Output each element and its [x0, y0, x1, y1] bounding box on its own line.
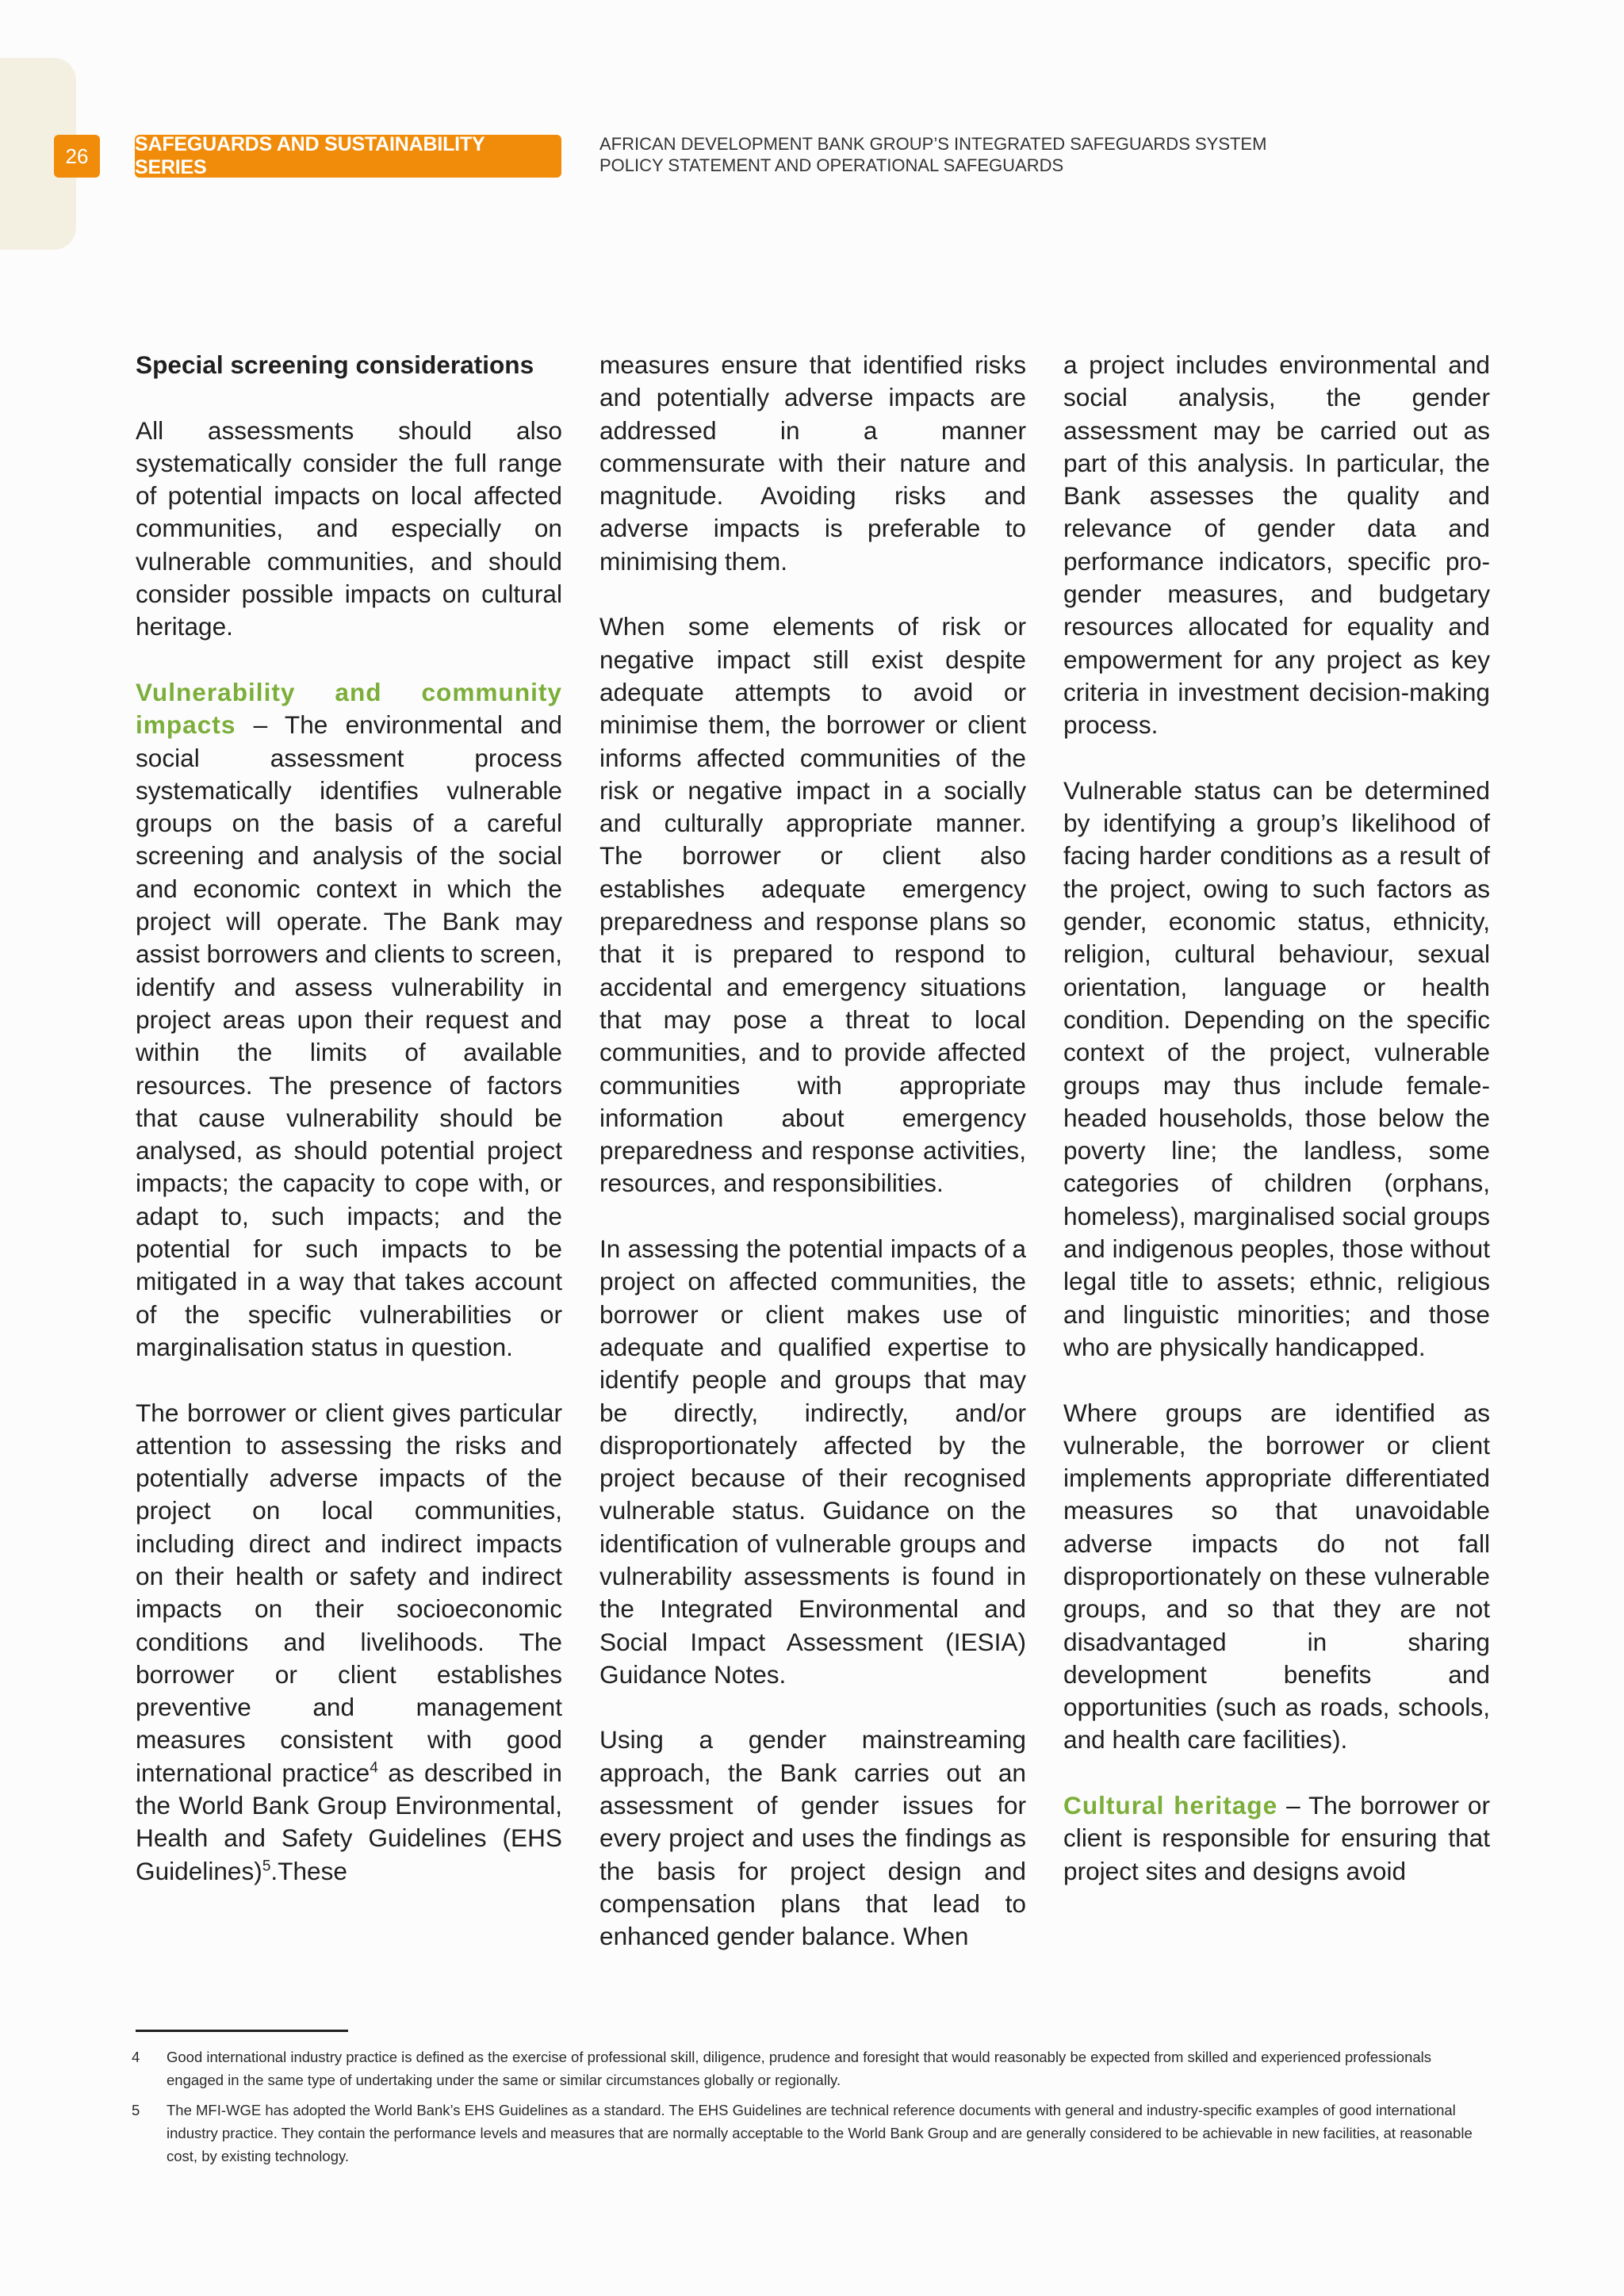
paragraph: Vulnerable status can be determined by identifying a group’s likelihood of facing harder conditions as a result of the project, owing to such factors as gender, economic status, ethnicity, religion, cultural behaviour, sexual orientation, language or health condition. Depending on the specific context of the project, vulnerable groups may thus include female-headed households, those below the poverty line; the landless, some categories of children (orphans, homeless), marginalised social groups and indigenous peoples, those without legal title to assets; ethnic, religious and linguistic minorities; and those who are physically handicapped.	[1063, 775, 1490, 1361]
footnote-4	[132, 2045, 1492, 2091]
paragraph: When some elements of risk or negative impact still exist despite adequate attempts to avoid or minimise them, the borrower or client informs affected communities of the risk or negative impact in a socially and culturally appropriate manner. The borrower or client also establishes adequate emergency preparedness and response plans so that it is prepared to respond to accidental and emergency situations that may pose a threat to local communities, and to provide affected communities with appropriate information about emergency preparedness and response activities, resources, and responsibilities.	[599, 612, 1026, 1198]
text-column-2	[599, 349, 1026, 1954]
running-head-line-2: POLICY STATEMENT AND OPERATIONAL SAFEGUARDS	[599, 155, 1064, 175]
text-column-1	[136, 349, 562, 1888]
footnote-ref-4[interactable]: 4	[370, 1759, 378, 1777]
section-heading: Special screening considerations	[136, 350, 534, 379]
subheading-cultural-heritage: Cultural heritage	[1063, 1791, 1278, 1820]
paragraph: The borrower or client gives particular attention to assessing the risks and potentially adverse impacts of the project on local communities, including direct and indirect impacts on their health or safety and indirect impacts on their socioeconomic conditions and livelihoods. The borrower or client establishes preventive and management measures consistent with good international practice$^4$ as described in the World Bank Group Environmental, Health and Safety Guidelines (EHS Guidelines)$^5$.These	[136, 1398, 562, 1885]
paragraph: Using a gender mainstreaming approach, the Bank carries out an assessment of gender issues for every project and uses the findings as the basis for project design and compensation plans that lead to enhanced gender balance. When	[599, 1725, 1026, 1951]
paragraph: Vulnerability and community impacts – The environmental and social assessment process systematically identifies vulnerable groups on the basis of a careful screening and analysis of the social and economic context in which the project will operate. The Bank may assist borrowers and clients to screen, identify and assess vulnerability in project areas upon their request and within the limits of available resources. The presence of factors that cause vulnerability should be analysed, as should potential project impacts; the capacity to cope with, or adapt to, such impacts; and the potential for such impacts to be mitigated in a way that takes account of the specific vulnerabilities or marginalisation status in question.	[136, 677, 562, 1361]
paragraph: In assessing the potential impacts of a project on affected communities, the borrower or client makes use of adequate and qualified expertise to identify people and groups that may be directly, indirectly, and/or disproportionately affected by the project because of their recognised vulnerable status. Guidance on the identification of vulnerable groups and vulnerability assessments is found in the Integrated Environmental and Social Impact Assessment (IESIA) Guidance Notes.	[599, 1234, 1026, 1689]
footnote-divider	[136, 2030, 348, 2032]
running-head-line-1: AFRICAN DEVELOPMENT BANK GROUP’S INTEGRATED SAFEGUARDS SYSTEM	[599, 134, 1267, 154]
paragraph: All assessments should also systematically consider the full range of potential impacts on local affected communities, and especially on vulnerable communities, and should consider possible impacts on cultural heritage.	[136, 415, 562, 641]
footnote-text: The MFI-WGE has adopted the World Bank’s EHS Guidelines as a standard. The EHS Guidelines are technical reference documents with general and industry-specific examples of good international industry practice. They contain the performance levels and measures that are normally acceptable to the World Bank Group and are generally considered to be achievable in new facilities, at reasonable cost, by existing technology.	[167, 2102, 1473, 2164]
footnote-5	[132, 2099, 1492, 2168]
paragraph: Where groups are identified as vulnerable, the borrower or client implements appropriate differentiated measures so that unavoidable adverse impacts do not fall disproportionately on these vulnerable groups, and so that they are not disadvantaged in sharing development benefits and opportunities (such as roads, schools, and health care facilities).	[1063, 1398, 1490, 1755]
footnote-number: 5	[132, 2102, 140, 2118]
running-head	[599, 133, 1313, 176]
footnote-number: 4	[132, 2049, 140, 2065]
page-number-badge: 26	[54, 135, 100, 178]
series-badge: SAFEGUARDS AND SUSTAINABILITY SERIES	[135, 135, 561, 178]
footnotes	[132, 2045, 1492, 2175]
paragraph: measures ensure that identified risks and potentially adverse impacts are addressed in a manner commensurate with their nature and magnitude. Avoiding risks and adverse impacts is preferable to minimising them.	[599, 350, 1026, 576]
footnote-text: Good international industry practice is defined as the exercise of professional skill, diligence, prudence and foresight that would reasonably be expected from skilled and experienced professionals engaged in the same type of undertaking under the same or similar circumstances globally or regionally.	[167, 2049, 1432, 2088]
subheading-vulnerability: Vulnerability and community impacts	[136, 677, 562, 740]
text-column-3	[1063, 349, 1490, 1888]
paragraph: a project includes environmental and social analysis, the gender assessment may be carried out as part of this analysis. In particular, the Bank assesses the quality and relevance of gender data and performance indicators, specific pro-gender measures, and budgetary resources allocated for equality and empowerment for any project as key criteria in investment decision-making process.	[1063, 350, 1490, 740]
paragraph: Cultural heritage – The borrower or client is responsible for ensuring that project sites and designs avoid	[1063, 1791, 1490, 1885]
footnote-ref-5[interactable]: 5	[262, 1858, 271, 1875]
